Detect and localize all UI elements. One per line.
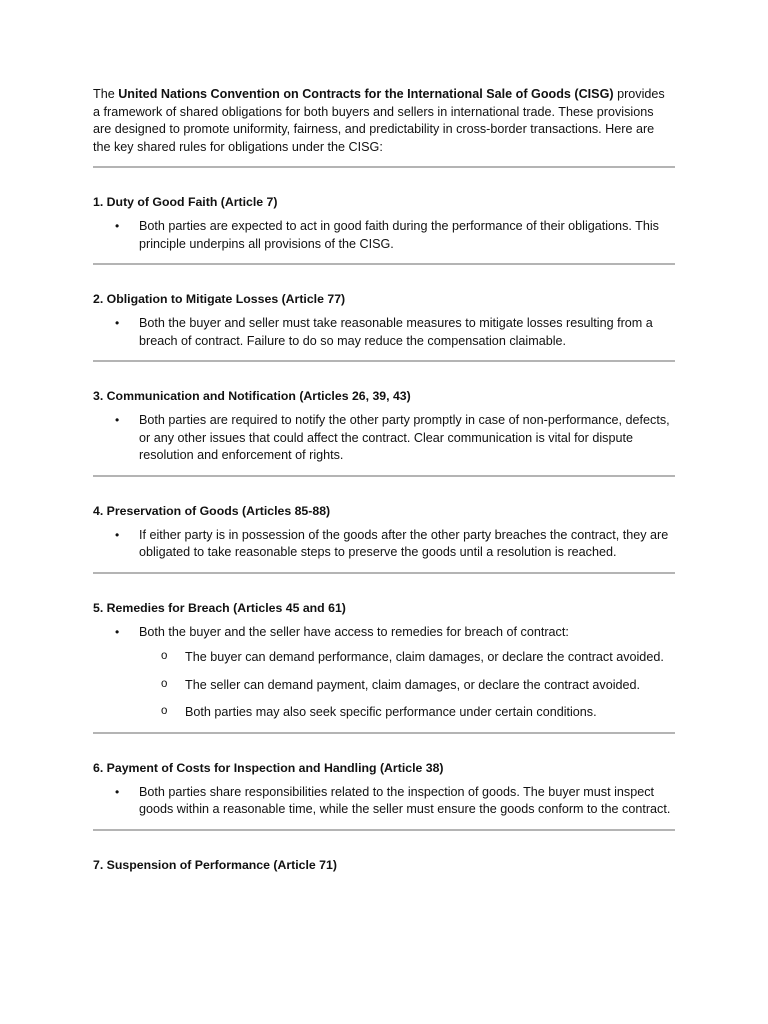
list-item — [93, 218, 675, 253]
sub-bullet-list — [139, 649, 675, 722]
section — [93, 168, 675, 265]
sub-list-item — [139, 677, 675, 695]
sub-list-item — [139, 704, 675, 722]
bullet-list — [93, 624, 675, 722]
section — [93, 574, 675, 734]
bullet-icon: • — [115, 624, 120, 639]
section-heading: 3. Communication and Notification (Articles 26, 39, 43) — [93, 389, 411, 403]
bullet-icon: • — [115, 784, 120, 799]
section — [93, 477, 675, 574]
section-heading: 7. Suspension of Performance (Article 71) — [93, 857, 337, 872]
bullet-list — [93, 218, 675, 253]
intro-prefix: The — [93, 87, 119, 101]
section — [93, 734, 675, 831]
sub-list-item-text: Both parties may also seek specific performance under certain conditions. — [185, 705, 597, 719]
document-page — [93, 86, 675, 873]
section-heading: 5. Remedies for Breach (Articles 45 and 61) — [93, 600, 346, 615]
bullet-list — [93, 527, 675, 562]
list-item-text: Both parties are required to notify the other party promptly in case of non-performance, defects, or any other issues that could affect the contract. Clear communication is vital for dispute resolution and enforcement of rights. — [139, 413, 670, 462]
list-item-text: Both the buyer and the seller have access to remedies for breach of contract: — [139, 624, 569, 639]
sub-bullet-icon: o — [161, 650, 168, 662]
bullet-list — [93, 784, 675, 819]
bullet-list — [93, 315, 675, 350]
list-item — [93, 315, 675, 350]
list-item — [93, 624, 675, 722]
section-heading: 2. Obligation to Mitigate Losses (Article 77) — [93, 292, 346, 306]
bullet-icon: • — [115, 527, 120, 542]
sub-bullet-icon: o — [161, 677, 168, 690]
sub-list-item — [139, 649, 675, 667]
list-item — [93, 412, 675, 465]
intro-bold-title: United Nations Convention on Contracts for the International Sale of Goods (CISG) — [118, 87, 614, 101]
list-item-text: Both parties share responsibilities related to the inspection of goods. The buyer must inspect goods within a reasonable time, while the seller must ensure the goods conform to the contract. — [139, 784, 671, 816]
section — [93, 362, 675, 477]
list-item-text: If either party is in possession of the goods after the other party breaches the contract, they are obligated to take reasonable steps to preserve the goods until a resolution is reached. — [139, 527, 669, 559]
bullet-icon: • — [115, 316, 120, 330]
section-heading: 1. Duty of Good Faith (Article 7) — [93, 195, 278, 209]
list-item — [93, 527, 675, 562]
sub-list-item-text: The seller can demand payment, claim damages, or declare the contract avoided. — [185, 677, 641, 692]
intro-rest: provides a framework of shared obligations for both buyers and sellers in international trade. These provisions are designed to promote uniformity, fairness, and predictability in cross-border transactions. Here are the key shared rules for obligations under the CISG: — [93, 87, 665, 154]
section-heading: 6. Payment of Costs for Inspection and Handling (Article 38) — [93, 760, 444, 775]
list-item-text: Both parties are expected to act in good faith during the performance of their obligations. This principle underpins all provisions of the CISG. — [139, 219, 659, 251]
bullet-icon: • — [115, 219, 120, 233]
bullet-icon: • — [115, 413, 120, 427]
list-item-text: Both the buyer and seller must take reasonable measures to mitigate losses resulting from a breach of contract. Failure to do so may reduce the compensation claimable. — [139, 316, 653, 348]
section-heading: 4. Preservation of Goods (Articles 85-88) — [93, 503, 331, 518]
sections-container — [93, 168, 675, 873]
sub-list-item-text: The buyer can demand performance, claim damages, or declare the contract avoided. — [185, 650, 664, 664]
intro-paragraph — [93, 86, 675, 156]
list-item — [93, 784, 675, 819]
section — [93, 265, 675, 362]
section — [93, 831, 675, 873]
sub-bullet-icon: o — [161, 705, 168, 717]
bullet-list — [93, 412, 675, 465]
